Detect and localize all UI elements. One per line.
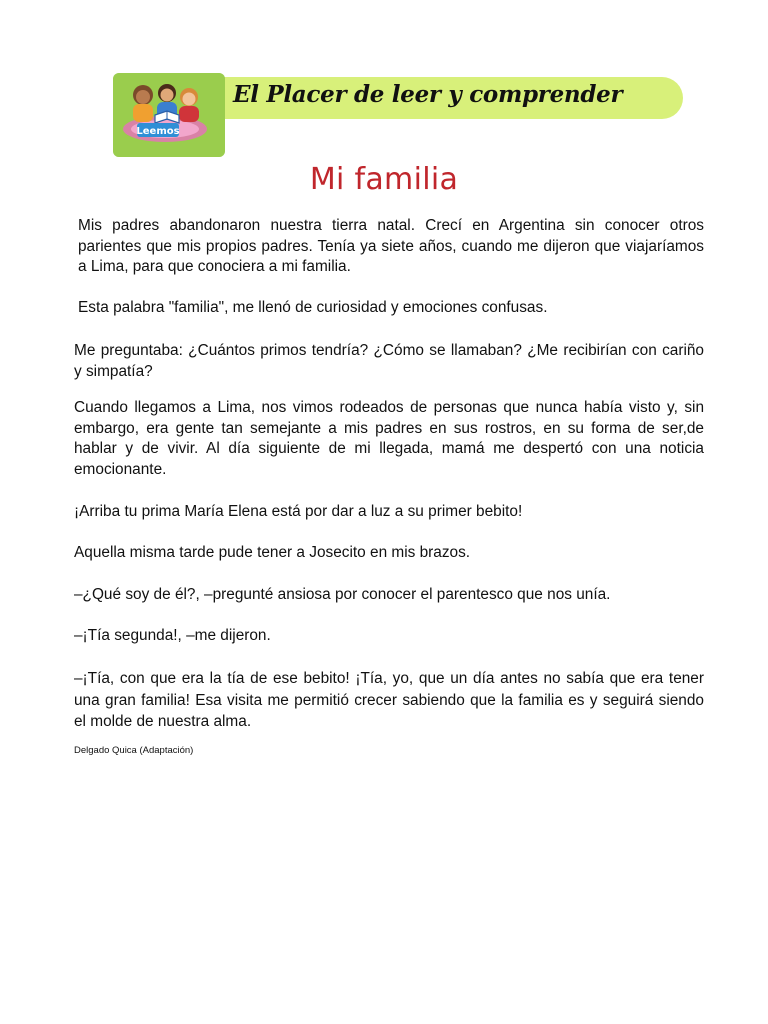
paragraph-6: Aquella misma tarde pude tener a Josecito en mis brazos. <box>74 544 471 561</box>
page-title: Mi familia <box>309 162 459 197</box>
paragraph-8: –¡Tía segunda!, –me dijeron. <box>74 627 271 644</box>
paragraph-3: Me preguntaba: ¿Cuántos primos tendría? ¿Cómo se llamaban? ¿Me recibirían con cariño y simpatía? <box>74 342 704 380</box>
paragraph-9: –¡Tía, con que era la tía de ese bebito! ¡Tía, yo, que un día antes no sabía que era tener una gran familia! Esa visita me permitió crecer sabiendo que la familia es y seguirá siendo el molde de nuestra alma. <box>74 670 704 730</box>
paragraph-7: –¿Qué soy de él?, –pregunté ansiosa por conocer el parentesco que nos unía. <box>74 586 611 603</box>
paragraph-4: Cuando llegamos a Lima, nos vimos rodeados de personas que nunca había visto y, sin embargo, era gente tan semejante a mis padres en sus rostros, en su forma de ser,de hablar y de vivir. Al día siguiente de mi llegada, mamá me despertó con una noticia emocionante. <box>74 399 704 478</box>
banner-title: El Placer de leer y comprender <box>233 81 623 108</box>
paragraph-2: Esta palabra "familia", me llenó de curiosidad y emociones confusas. <box>78 299 548 316</box>
leemos-logo <box>113 73 225 157</box>
paragraph-5: ¡Arriba tu prima María Elena está por dar a luz a su primer bebito! <box>74 503 523 520</box>
source-credit: Delgado Quica (Adaptación) <box>74 745 194 756</box>
paragraph-1: Mis padres abandonaron nuestra tierra natal. Crecí en Argentina sin conocer otros parientes que mis propios padres. Tenía ya siete años, cuando me dijeron que viajaríamos a Lima, para que conociera a mi familia. <box>78 217 704 275</box>
header-banner <box>113 73 683 157</box>
logo-label: Leemos <box>136 126 180 137</box>
